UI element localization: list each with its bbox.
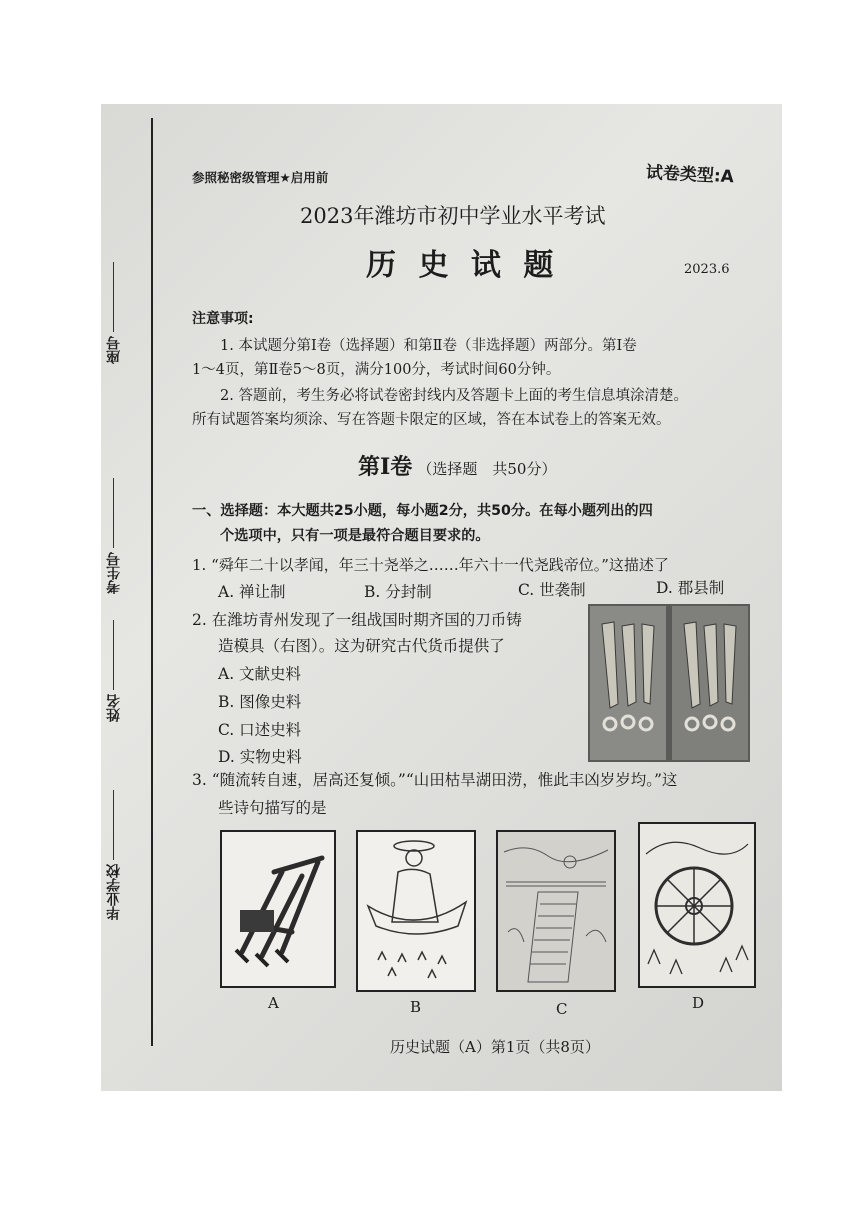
option-a-image-tool	[220, 830, 336, 988]
option-d-image-waterwheel	[638, 822, 756, 988]
secret-mark: 参照秘密级管理★启用前	[192, 170, 329, 185]
section-heading	[358, 450, 556, 481]
q3-label-b: B	[410, 998, 422, 1016]
notice-item-1: 1. 本试题分第Ⅰ卷（选择题）和第Ⅱ卷（非选择题）两部分。第Ⅰ卷	[220, 338, 637, 354]
q2-option-d: D. 实物史料	[218, 748, 302, 766]
knife-coin-mold-image	[588, 604, 750, 762]
subject-title: 历 史 试 题	[366, 248, 560, 283]
page-footer: 历史试题（A）第1页（共8页）	[390, 1038, 600, 1056]
notice-heading: 注意事项:	[192, 311, 254, 327]
q2-option-b: B. 图像史料	[218, 693, 302, 711]
question-3-stem-cont: 些诗句描写的是	[218, 799, 327, 817]
field-seat-number: 座号	[104, 262, 124, 364]
option-c-image-scene	[496, 830, 616, 992]
instructions-line-1: 一、选择题：本大题共25小题，每小题2分，共50分。在每小题列出的四	[192, 503, 653, 519]
paper-type: 试卷类型:A	[645, 162, 735, 188]
field-school: 毕业学校	[104, 790, 124, 920]
q3-label-c: C	[556, 1000, 568, 1018]
section-subtitle: （选择题 共50分）	[417, 460, 557, 478]
notice-item-1-cont: 1～4页，第Ⅱ卷5～8页，满分100分，考试时间60分钟。	[192, 362, 561, 378]
q1-option-a: A. 禅让制	[218, 583, 286, 601]
notice-item-2: 2. 答题前，考生务必将试卷密封线内及答题卡上面的考生信息填涂清楚。	[220, 388, 688, 404]
instructions-line-2: 个选项中，只有一项是最符合题目要求的。	[220, 528, 490, 544]
q3-label-d: D	[692, 994, 705, 1012]
question-3-stem: 3. “随流转自速，居高还复倾。”“山田枯旱湖田涝，惟此丰凶岁岁均。”这	[192, 771, 678, 789]
q3-label-a: A	[268, 994, 279, 1012]
seal-line	[151, 118, 153, 1046]
notice-item-2-cont: 所有试题答案均须涂、写在答题卡限定的区域，答在本试卷上的答案无效。	[192, 412, 671, 428]
q1-option-d: D. 郡县制	[656, 579, 725, 597]
option-b-image-figure	[356, 830, 476, 992]
exam-date: 2023.6	[684, 262, 730, 277]
field-name: 姓名	[104, 620, 124, 722]
section-title: 第Ⅰ卷	[358, 454, 413, 480]
q1-option-c: C. 世袭制	[518, 581, 586, 599]
exam-title: 2023年潍坊市初中学业水平考试	[300, 204, 606, 228]
question-2-stem: 2. 在潍坊青州发现了一组战国时期齐国的刀币铸	[192, 611, 522, 629]
q2-option-c: C. 口述史料	[218, 721, 302, 739]
field-candidate-number: 考生号	[104, 478, 124, 594]
q1-option-b: B. 分封制	[364, 583, 432, 601]
question-1-stem: 1. “舜年二十以孝闻，年三十尧举之……年六十一代尧践帝位。”这描述了	[192, 556, 669, 574]
q2-option-a: A. 文献史料	[218, 665, 302, 683]
question-2-stem-cont: 造模具（右图）。这为研究古代货币提供了	[218, 637, 505, 655]
